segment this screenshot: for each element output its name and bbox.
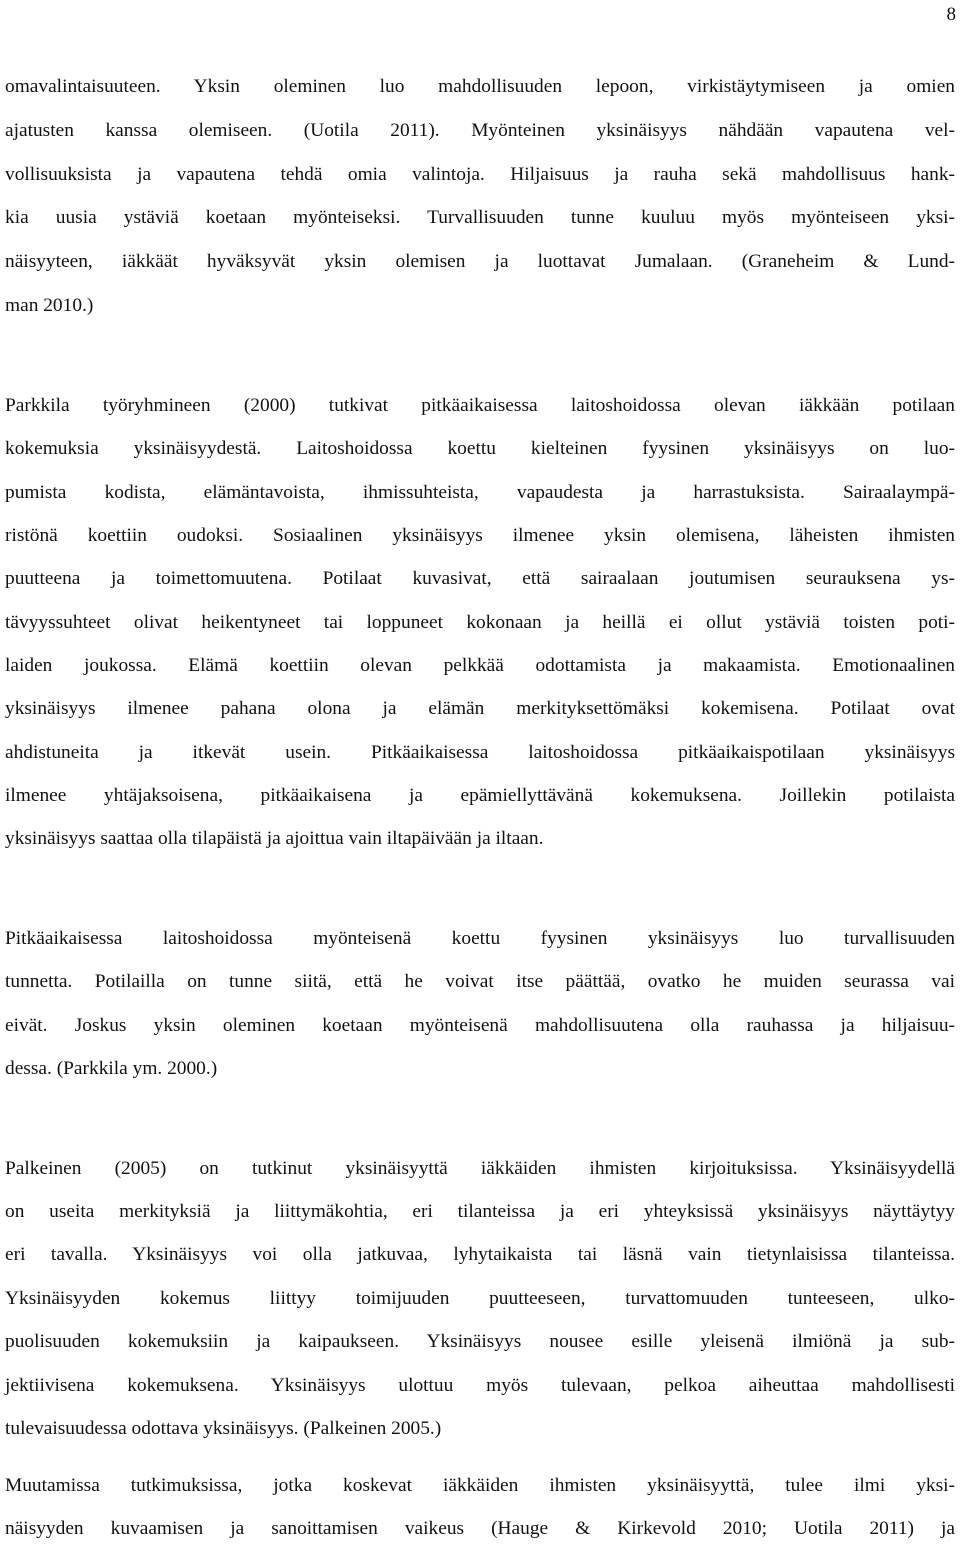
text-line: ahdistuneita ja itkevät usein. Pitkäaikaisessa laitoshoidossa pitkäaikaispotilaan yksinäisyys: [5, 742, 955, 763]
text-line: puolisuuden kokemuksiin ja kaipaukseen. Yksinäisyys nousee esille yleisenä ilmiönä ja sub-: [5, 1331, 955, 1352]
text-line: eri tavalla. Yksinäisyys voi olla jatkuvaa, lyhytaikaista tai läsnä vain tietynlaisissa tilanteissa.: [5, 1244, 955, 1265]
text-line: tävyyssuhteet olivat heikentyneet tai loppuneet kokonaan ja heillä ei ollut ystäviä toisten poti-: [5, 612, 955, 633]
text-line: Parkkila työryhmineen (2000) tutkivat pitkäaikaisessa laitoshoidossa olevan iäkkään potilaan: [5, 395, 955, 416]
text-line: ristönä koettiin oudoksi. Sosiaalinen yksinäisyys ilmenee yksin olemisena, läheisten ihmisten: [5, 525, 955, 546]
text-line: ajatusten kanssa olemiseen. (Uotila 2011). Myönteinen yksinäisyys nähdään vapautena vel-: [5, 120, 955, 141]
text-line: omavalintaisuuteen. Yksin oleminen luo mahdollisuuden lepoon, virkistäytymiseen ja omien: [5, 76, 955, 97]
text-line: yksinäisyys saattaa olla tilapäistä ja ajoittua vain iltapäivään ja iltaan.: [5, 828, 544, 849]
text-line: kia uusia ystäviä koetaan myönteiseksi. Turvallisuuden tunne kuuluu myös myönteiseen yksi-: [5, 207, 955, 228]
text-line: yksinäisyys ilmenee pahana olona ja elämän merkityksettömäksi kokemisena. Potilaat ovat: [5, 698, 955, 719]
text-line: Palkeinen (2005) on tutkinut yksinäisyyttä iäkkäiden ihmisten kirjoituksissa. Yksinäisyydellä: [5, 1158, 955, 1179]
text-line: jektiivisena kokemuksena. Yksinäisyys ulottuu myös tulevaan, pelkoa aiheuttaa mahdollisesti: [5, 1375, 955, 1396]
text-line: Muutamissa tutkimuksissa, jotka koskevat iäkkäiden ihmisten yksinäisyyttä, tulee ilmi yksi-: [5, 1475, 955, 1496]
text-line: vollisuuksista ja vapautena tehdä omia valintoja. Hiljaisuus ja rauha sekä mahdollisuus hank-: [5, 164, 955, 185]
text-line: dessa. (Parkkila ym. 2000.): [5, 1058, 218, 1079]
text-line: puutteena ja toimettomuutena. Potilaat kuvasivat, että sairaalaan joutumisen seurauksena ys-: [5, 568, 955, 589]
text-line: pumista kodista, elämäntavoista, ihmissuhteista, vapaudesta ja harrastuksista. Sairaalaympä-: [5, 482, 955, 503]
text-line: eivät. Joskus yksin oleminen koetaan myönteisenä mahdollisuutena olla rauhassa ja hiljaisuu-: [5, 1015, 955, 1036]
text-line: Yksinäisyyden kokemus liittyy toimijuuden puutteeseen, turvattomuuden tunteeseen, ulko-: [5, 1288, 955, 1309]
page-number: 8: [946, 4, 956, 25]
text-line: näisyyden kuvaamisen ja sanoittamisen vaikeus (Hauge & Kirkevold 2010; Uotila 2011) ja: [5, 1518, 955, 1539]
text-line: näisyyteen, iäkkäät hyväksyvät yksin olemisen ja luottavat Jumalaan. (Graneheim & Lund-: [5, 251, 955, 272]
text-line: tunnetta. Potilailla on tunne siitä, että he voivat itse päättää, ovatko he muiden seurassa vai: [5, 971, 955, 992]
text-line: tulevaisuudessa odottava yksinäisyys. (Palkeinen 2005.): [5, 1418, 442, 1439]
text-line: Pitkäaikaisessa laitoshoidossa myönteisenä koettu fyysinen yksinäisyys luo turvallisuuden: [5, 928, 955, 949]
text-line: laiden joukossa. Elämä koettiin olevan pelkkää odottamista ja makaamista. Emotionaalinen: [5, 655, 955, 676]
text-line: on useita merkityksiä ja liittymäkohtia, eri tilanteissa ja eri yhteyksissä yksinäisyys näyttäytyy: [5, 1201, 955, 1222]
text-line: kokemuksia yksinäisyydestä. Laitoshoidossa koettu kielteinen fyysinen yksinäisyys on luo-: [5, 438, 955, 459]
text-line: man 2010.): [5, 295, 94, 316]
text-line: ilmenee yhtäjaksoisena, pitkäaikaisena ja epämiellyttävänä kokemuksena. Joillekin potilaista: [5, 785, 955, 806]
